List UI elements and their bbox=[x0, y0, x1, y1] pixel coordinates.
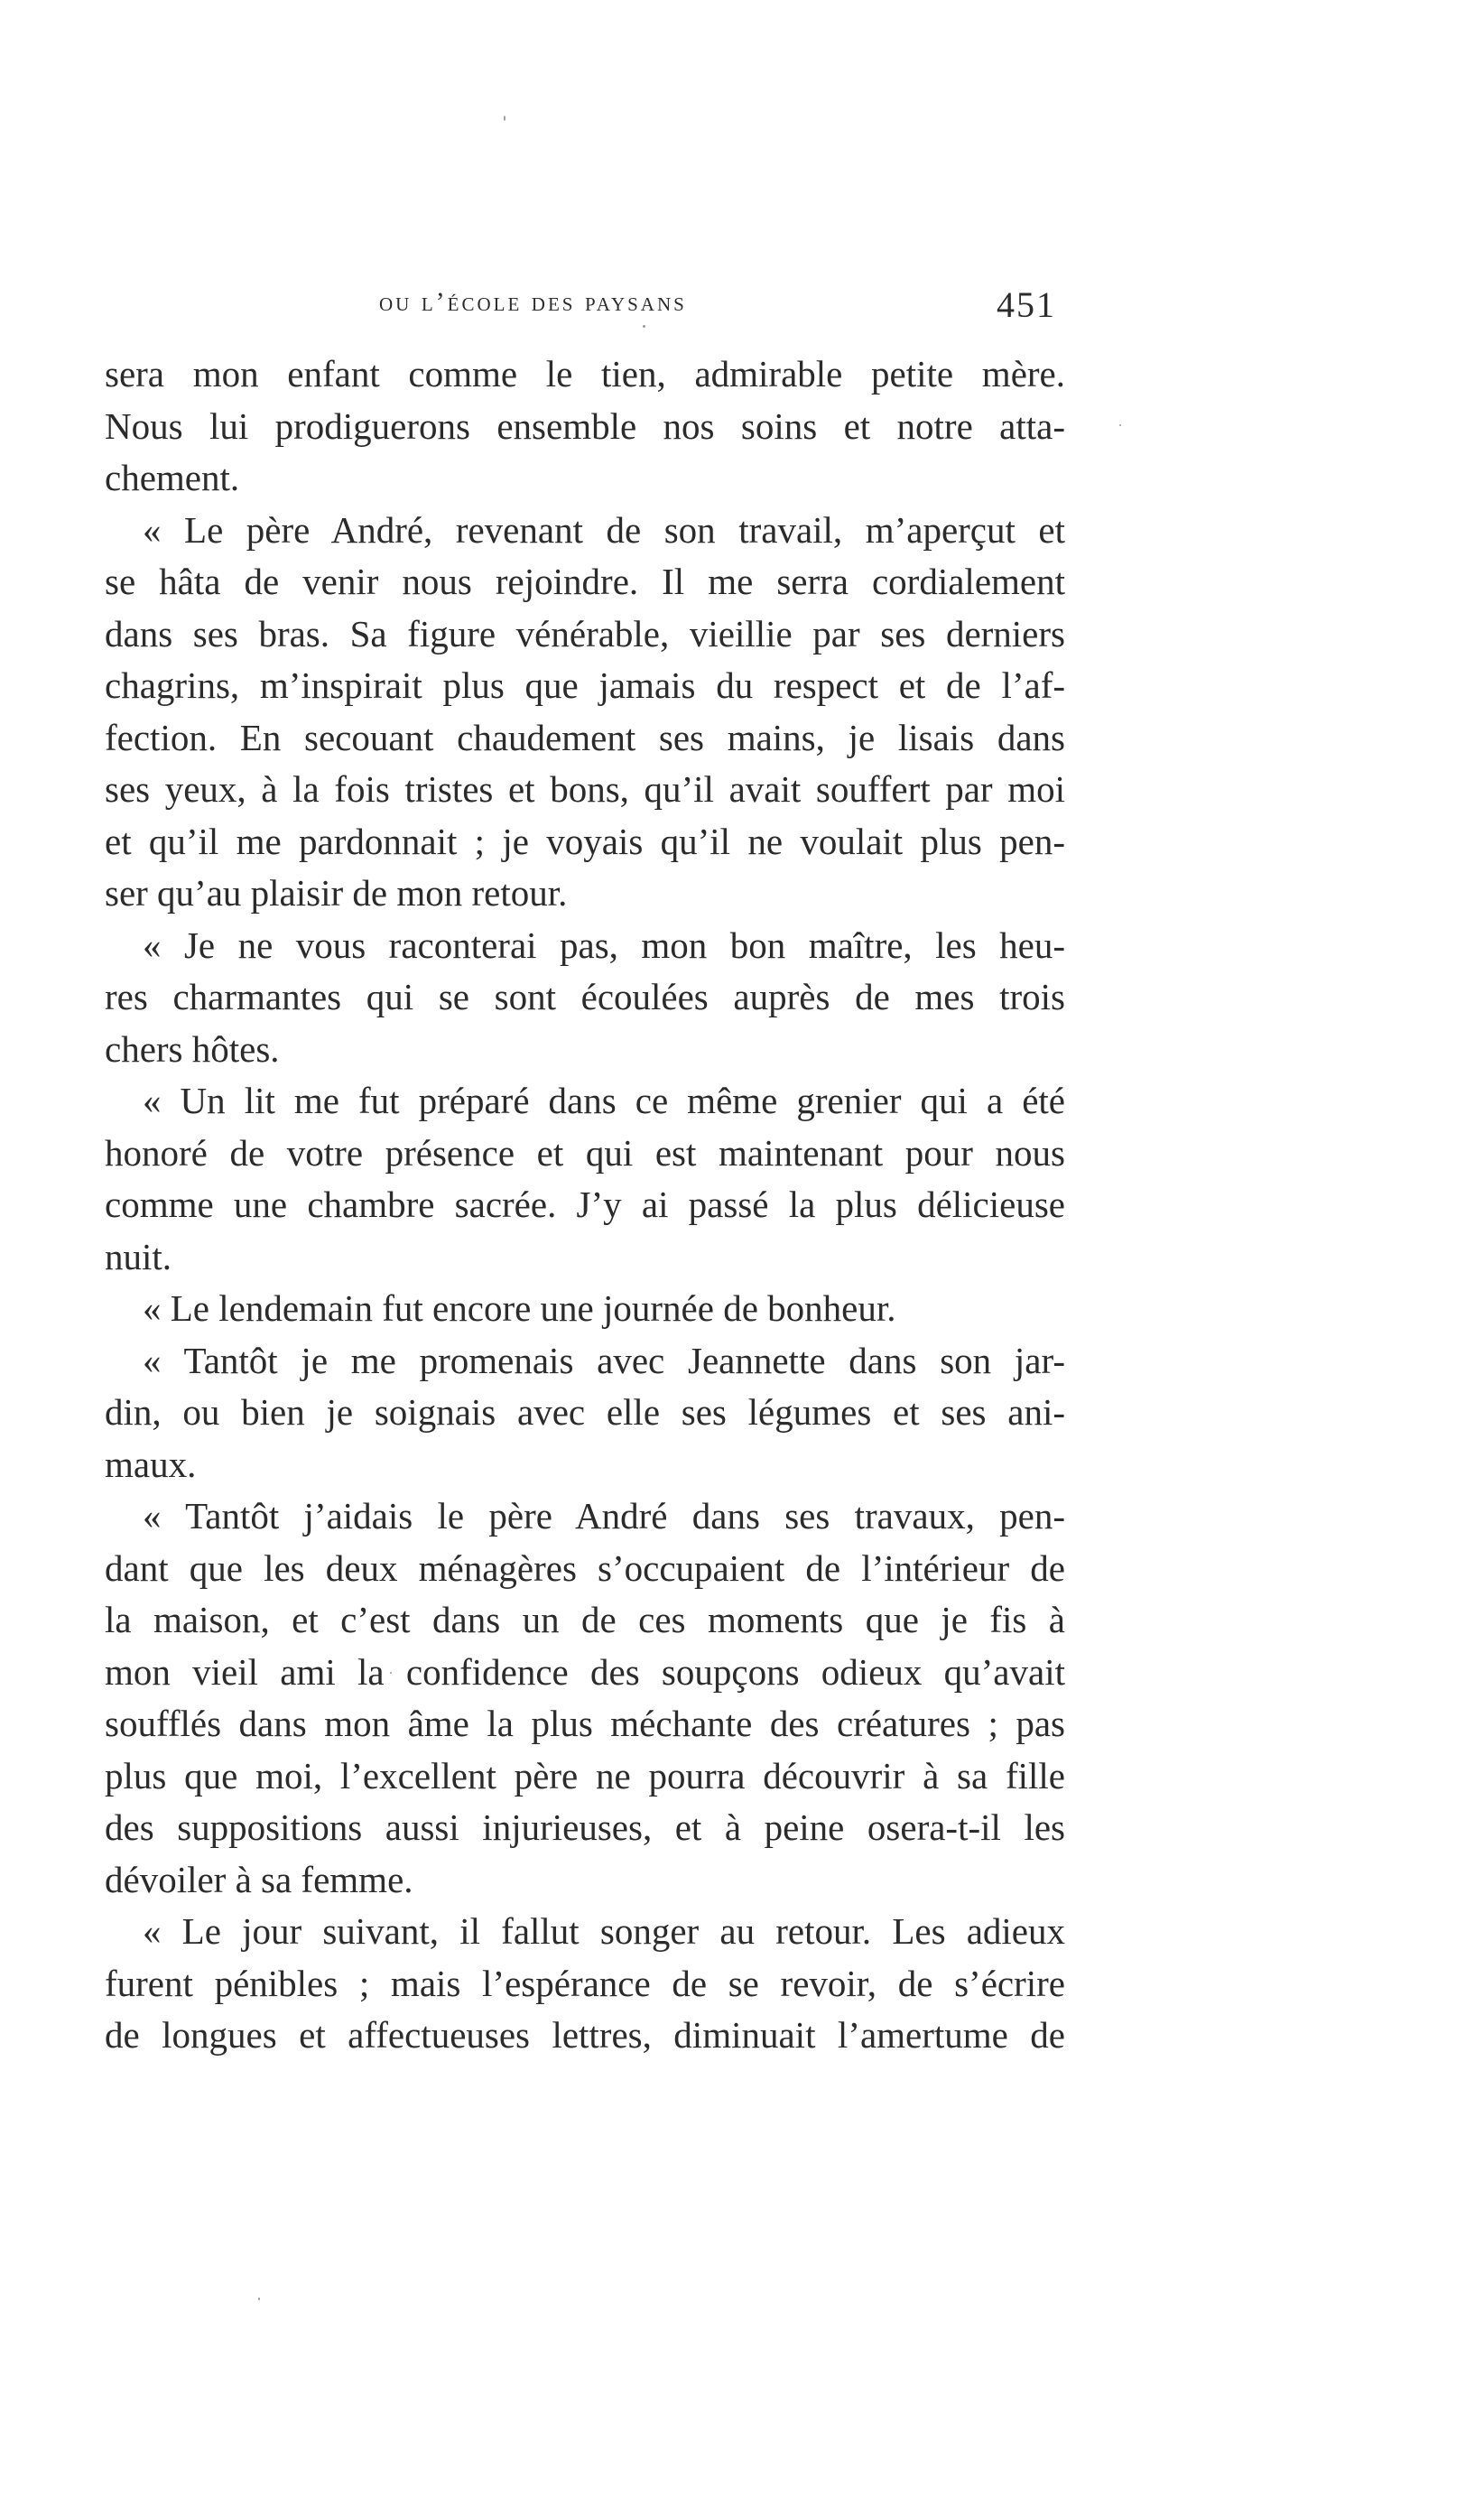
text-line: nuit. bbox=[105, 1235, 172, 1277]
text-line: sera mon enfant comme le tien, admirable petite mère. bbox=[105, 353, 1065, 395]
text-line: ses yeux, à la fois tristes et bons, qu’il avait souffert par moi bbox=[105, 768, 1065, 810]
text-line: de longues et affectueuses lettres, diminuait l’amertume de bbox=[105, 2014, 1065, 2056]
text-line: furent pénibles ; mais l’espérance de se revoir, de s’écrire bbox=[105, 1962, 1065, 2004]
text-line: chers hôtes. bbox=[105, 1027, 280, 1070]
text-line: honoré de votre présence et qui est maintenant pour nous bbox=[105, 1131, 1065, 1174]
text-line: mon vieil ami la confidence des soupçons odieux qu’avait bbox=[105, 1650, 1065, 1693]
text-line: din, ou bien je soignais avec elle ses légumes et ses ani- bbox=[105, 1391, 1065, 1433]
ink-speck bbox=[258, 2298, 260, 2300]
text-line: des suppositions aussi injurieuses, et à peine osera-t-il les bbox=[105, 1806, 1065, 1848]
page-number: 451 bbox=[997, 284, 1056, 325]
text-line: fection. En secouant chaudement ses mains, je lisais dans bbox=[105, 716, 1065, 758]
paragraph bbox=[105, 1283, 1065, 1335]
paragraph bbox=[105, 1335, 1065, 1491]
text-line: et qu’il me pardonnait ; je voyais qu’il ne voulait plus pen- bbox=[105, 820, 1065, 862]
text-line: la maison, et c’est dans un de ces moments que je fis à bbox=[105, 1599, 1065, 1640]
body-text bbox=[105, 348, 1065, 2062]
text-line: « Je ne vous raconterai pas, mon bon maître, les heu- bbox=[143, 924, 1065, 966]
paragraph bbox=[105, 920, 1065, 1076]
text-line: comme une chambre sacrée. J’y ai passé la plus délicieuse bbox=[105, 1184, 1065, 1225]
text-line: ser qu’au plaisir de mon retour. bbox=[105, 872, 568, 914]
paragraph bbox=[105, 1490, 1065, 1906]
ink-speck bbox=[1119, 424, 1121, 426]
text-line: « Un lit me fut préparé dans ce même grenier qui a été bbox=[143, 1080, 1065, 1121]
text-line: se hâta de venir nous rejoindre. Il me serra cordialement bbox=[105, 561, 1065, 602]
text-line: Nous lui prodiguerons ensemble nos soins et notre atta- bbox=[105, 404, 1065, 447]
text-line: chagrins, m’inspirait plus que jamais du respect et de l’af- bbox=[105, 664, 1065, 706]
paragraph bbox=[105, 1075, 1065, 1283]
text-line: dévoiler à sa femme. bbox=[105, 1858, 413, 1900]
text-line: chement. bbox=[105, 457, 240, 498]
paragraph bbox=[105, 348, 1065, 505]
paragraph bbox=[105, 505, 1065, 920]
running-head bbox=[379, 284, 1056, 332]
text-line: soufflés dans mon âme la plus méchante des créatures ; pas bbox=[105, 1703, 1065, 1744]
text-line: « Tantôt j’aidais le père André dans ses travaux, pen- bbox=[143, 1495, 1065, 1537]
text-line: plus que moi, l’excellent père ne pourra découvrir à sa fille bbox=[105, 1754, 1065, 1797]
text-line: dans ses bras. Sa figure vénérable, vieillie par ses derniers bbox=[105, 612, 1065, 655]
ink-speck bbox=[504, 116, 505, 121]
text-line: maux. bbox=[105, 1443, 197, 1485]
running-head-title: ou l’école des paysans bbox=[379, 287, 687, 317]
text-line: dant que les deux ménagères s’occupaient de l’intérieur de bbox=[105, 1546, 1065, 1589]
text-line: « Le père André, revenant de son travail, m’aperçut et bbox=[143, 508, 1065, 551]
paragraph bbox=[105, 1906, 1065, 2062]
text-line: « Le lendemain fut encore une journée de bonheur. bbox=[143, 1287, 896, 1329]
text-line: « Tantôt je me promenais avec Jeannette dans son jar- bbox=[143, 1339, 1065, 1381]
text-line: « Le jour suivant, il fallut songer au retour. Les adieux bbox=[143, 1910, 1065, 1952]
text-line: res charmantes qui se sont écoulées auprès de mes trois bbox=[105, 976, 1065, 1017]
